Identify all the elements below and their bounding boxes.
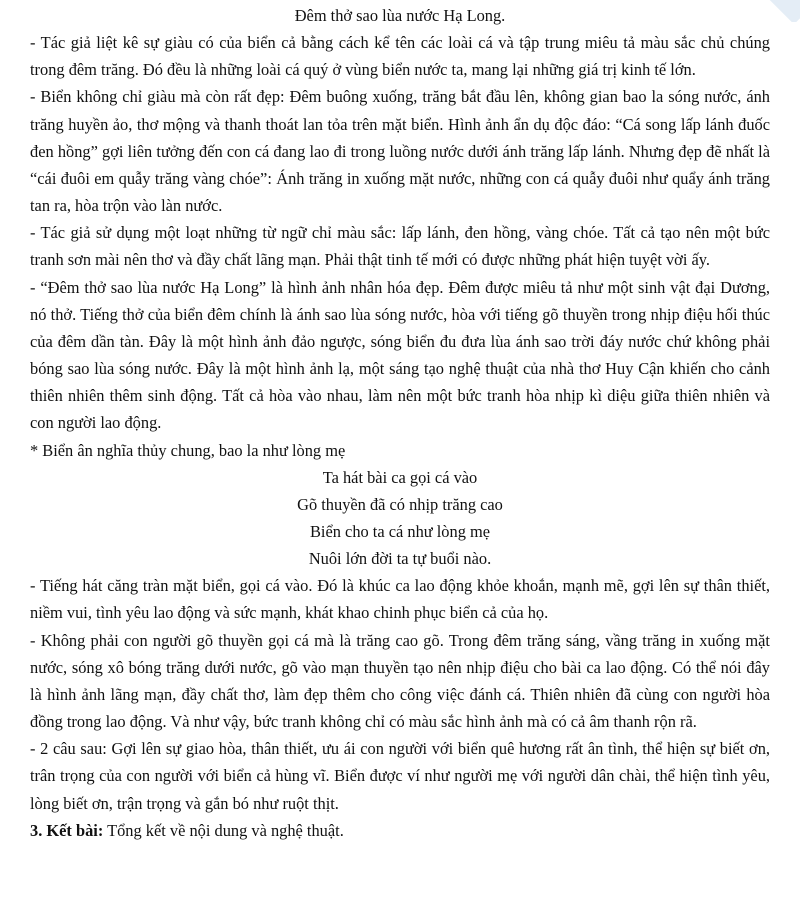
- paragraph-fish-list: - Tác giả liệt kê sự giàu có của biển cả bằng cách kể tên các loài cá và tập trung miêu tả màu sắc chủ chúng trong đêm trăng. Đó đều là những loài cá quý ở vùng biển nước ta, mang lại những giá trị kinh tế lớn.: [30, 33, 770, 80]
- document-body: [30, 2, 770, 844]
- section-heading: * Biển ân nghĩa thủy chung, bao la như lòng mẹ: [30, 440, 346, 460]
- paragraph-song: - Tiếng hát căng tràn mặt biển, gọi cá vào. Đó là khúc ca lao động khỏe khoắn, mạnh mẽ, gợi lên sự thân thiết, niềm vui, tình yêu lao động và sức mạnh, khát khao chinh phục biển cả của họ.: [30, 576, 770, 623]
- paragraph-gratitude: - 2 câu sau: Gợi lên sự giao hòa, thân thiết, ưu ái con người với biển quê hương rất ân tình, thể hiện sự biết ơn, trân trọng của con người với biển cả hùng vĩ. Biển được ví như người mẹ với người dân chài, thể hiện tình yêu, lòng biết ơn, trận trọng và gắn bó như ruột thịt.: [30, 739, 770, 813]
- paragraph-colors: - Tác giả sử dụng một loạt những từ ngữ chỉ màu sắc: lấp lánh, đen hồng, vàng chóe. Tất cả tạo nên một bức tranh sơn mài nên thơ và đầy chất lãng mạn. Phải thật tinh tế mới có được những phát hiện tuyệt vời ấy.: [30, 223, 770, 270]
- heading-line: Đêm thở sao lùa nước Hạ Long.: [294, 6, 506, 25]
- paragraph-sea-beauty: - Biển không chỉ giàu mà còn rất đẹp: Đêm buông xuống, trăng bắt đầu lên, không gian bao la sóng nước, ánh trăng huyền ảo, thơ mộng và thanh thoát lan tỏa trên mặt biển. Hình ảnh ẩn dụ độc đáo: “Cá song lấp lánh đuốc đen hồng” gợi liên tưởng đến con cá đang lao đi trong luồng nước dưới ánh trăng lấp lánh. Nhưng đẹp đẽ nhất là “cái đuôi em quẫy trăng vàng chóe”: Ánh trăng in xuống mặt nước, những con cá quẫy đuôi như quẩy ánh trăng tan ra, hòa trộn vào làn nước.: [30, 87, 770, 216]
- paragraph-moon-knock: - Không phải con người gõ thuyền gọi cá mà là trăng cao gõ. Trong đêm trăng sáng, vầng trăng in xuống mặt nước, sóng xô bóng trăng dưới nước, gõ vào mạn thuyền tạo nên nhịp điệu cho bài ca lao động. Có thể nói đây là hình ảnh lãng mạn, đầy chất thơ, làm đẹp thêm cho công việc đánh cá. Thiên nhiên đã cùng con người hòa đồng trong lao động. Và như vậy, bức tranh không chỉ có màu sắc hình ảnh mà có cả âm thanh rộn rã.: [30, 630, 770, 732]
- paragraph-night-breath: - “Đêm thở sao lùa nước Hạ Long” là hình ảnh nhân hóa đẹp. Đêm được miêu tả như một sinh vật đại Dương, nó thở. Tiếng thở của biển đêm chính là ánh sao lùa sóng nước, hòa với tiếng gõ thuyền trong nhịp điệu hối thúc của đêm dần tàn. Đây là một hình ảnh đảo ngược, sóng biển đu đưa lùa ánh sao trời đáy nước chứ không phải bóng sao lùa sóng nước. Đây là một hình ảnh lạ, một sáng tạo nghệ thuật của nhà thơ Huy Cận khiến cho cảnh thiên nhiên thêm sinh động. Tất cả hòa vào nhau, làm nên một bức tranh hòa nhịp kì diệu giữa thiên nhiên và con người lao động.: [30, 277, 770, 433]
- conclusion-label: 3. Kết bài:: [30, 820, 104, 840]
- conclusion-line: [30, 817, 770, 844]
- conclusion-text: Tổng kết về nội dung và nghệ thuật.: [103, 820, 344, 840]
- poem-line: Nuôi lớn đời ta tự buổi nào.: [308, 549, 492, 569]
- poem-line: Gõ thuyền đã có nhịp trăng cao: [297, 494, 503, 514]
- poem-line: Ta hát bài ca gọi cá vào: [322, 467, 478, 487]
- poem-line: Biển cho ta cá như lòng mẹ: [309, 521, 491, 541]
